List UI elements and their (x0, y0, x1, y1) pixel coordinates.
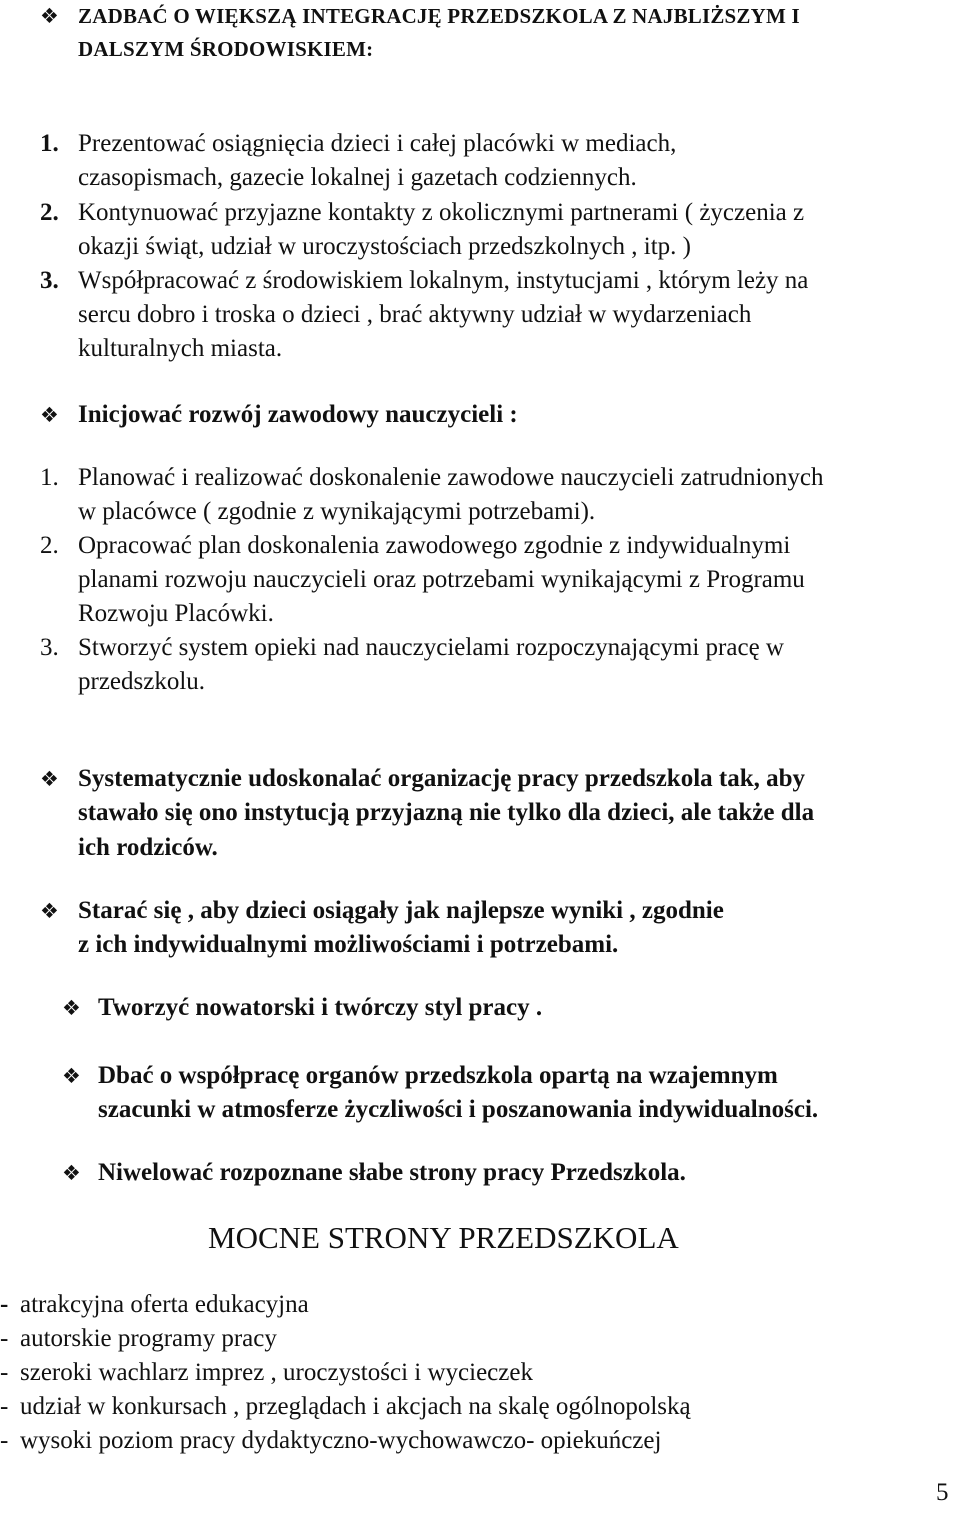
bullet-line: Systematycznie udoskonalać organizację pracy przedszkola tak, aby (78, 765, 806, 792)
section1-item-line: Kontynuować przyjazne kontakty z okolicznymi partnerami ( życzenia z (78, 199, 805, 226)
bullet-line: ich rodziców. (78, 834, 218, 861)
strengths-dash: - (0, 1291, 9, 1318)
strengths-item: autorskie programy pracy (20, 1325, 277, 1352)
section1-item-line: Współpracować z środowiskiem lokalnym, instytucjami , którym leży na (78, 267, 809, 294)
diamond-bullet-icon: ❖ (62, 1064, 81, 1088)
diamond-bullet-icon: ❖ (40, 403, 59, 427)
diamond-bullet-icon: ❖ (62, 996, 81, 1020)
section1-item-line: sercu dobro i troska o dzieci , brać aktywny udział w wydarzeniach (78, 301, 752, 328)
section2-item-number: 1. (40, 464, 59, 491)
section1-item-number: 1. (40, 130, 59, 157)
strengths-item: udział w konkursach , przeglądach i akcjach na skalę ogólnopolską (20, 1393, 691, 1420)
bullet-line: z ich indywidualnymi możliwościami i potrzebami. (78, 931, 619, 958)
section1-item-line: Prezentować osiągnięcia dzieci i całej placówki w mediach, (78, 130, 677, 157)
bullet-line: Dbać o współpracę organów przedszkola opartą na wzajemnym (98, 1062, 778, 1089)
strengths-title: MOCNE STRONY PRZEDSZKOLA (208, 1220, 679, 1255)
section2-item-number: 3. (40, 634, 59, 661)
section1-item-number: 3. (40, 267, 59, 294)
bullet-line: szacunki w atmosferze życzliwości i poszanowania indywidualności. (98, 1096, 819, 1123)
diamond-bullet-icon: ❖ (40, 767, 59, 791)
strengths-item: atrakcyjna oferta edukacyjna (20, 1291, 309, 1318)
section2-item-line: w placówce ( zgodnie z wynikającymi potrzebami). (78, 498, 596, 525)
section2-heading: Inicjować rozwój zawodowy nauczycieli : (78, 401, 518, 428)
section2-item-number: 2. (40, 532, 59, 559)
section2-item-line: Planować i realizować doskonalenie zawodowe nauczycieli zatrudnionych (78, 464, 824, 491)
strengths-dash: - (0, 1359, 9, 1386)
bullet-line: stawało się ono instytucją przyjazną nie tylko dla dzieci, ale także dla (78, 799, 815, 826)
strengths-dash: - (0, 1325, 9, 1352)
strengths-item: wysoki poziom pracy dydaktyczno-wychowawczo- opiekuńczej (20, 1427, 662, 1454)
strengths-dash: - (0, 1427, 9, 1454)
page-number: 5 (936, 1479, 949, 1506)
section1-item-number: 2. (40, 199, 59, 226)
bullet-line: Tworzyć nowatorski i twórczy styl pracy . (98, 994, 543, 1021)
section1-heading-line1: ZADBAĆ O WIĘKSZĄ INTEGRACJĘ PRZEDSZKOLA Z NAJBLIŻSZYM I (78, 4, 800, 28)
diamond-bullet-icon: ❖ (40, 899, 59, 923)
section1-item-line: czasopismach, gazecie lokalnej i gazetach codziennych. (78, 164, 637, 191)
diamond-bullet-icon: ❖ (40, 4, 59, 28)
section2-item-line: Stworzyć system opieki nad nauczycielami rozpoczynającymi pracę w (78, 634, 784, 661)
section2-item-line: Rozwoju Placówki. (78, 600, 274, 627)
diamond-bullet-icon: ❖ (62, 1161, 81, 1185)
strengths-item: szeroki wachlarz imprez , uroczystości i wycieczek (20, 1359, 533, 1386)
section2-item-line: przedszkolu. (78, 668, 206, 695)
section1-item-line: kulturalnych miasta. (78, 335, 283, 362)
bullet-line: Niwelować rozpoznane słabe strony pracy Przedszkola. (98, 1159, 686, 1186)
bullet-line: Starać się , aby dzieci osiągały jak najlepsze wyniki , zgodnie (78, 897, 724, 924)
section1-heading-line2: DALSZYM ŚRODOWISKIEM: (78, 37, 374, 61)
section2-item-line: Opracować plan doskonalenia zawodowego zgodnie z indywidualnymi (78, 532, 791, 559)
strengths-dash: - (0, 1393, 9, 1420)
section2-item-line: planami rozwoju nauczycieli oraz potrzebami wynikającymi z Programu (78, 566, 805, 593)
section1-item-line: okazji świąt, udział w uroczystościach przedszkolnych , itp. ) (78, 233, 692, 260)
